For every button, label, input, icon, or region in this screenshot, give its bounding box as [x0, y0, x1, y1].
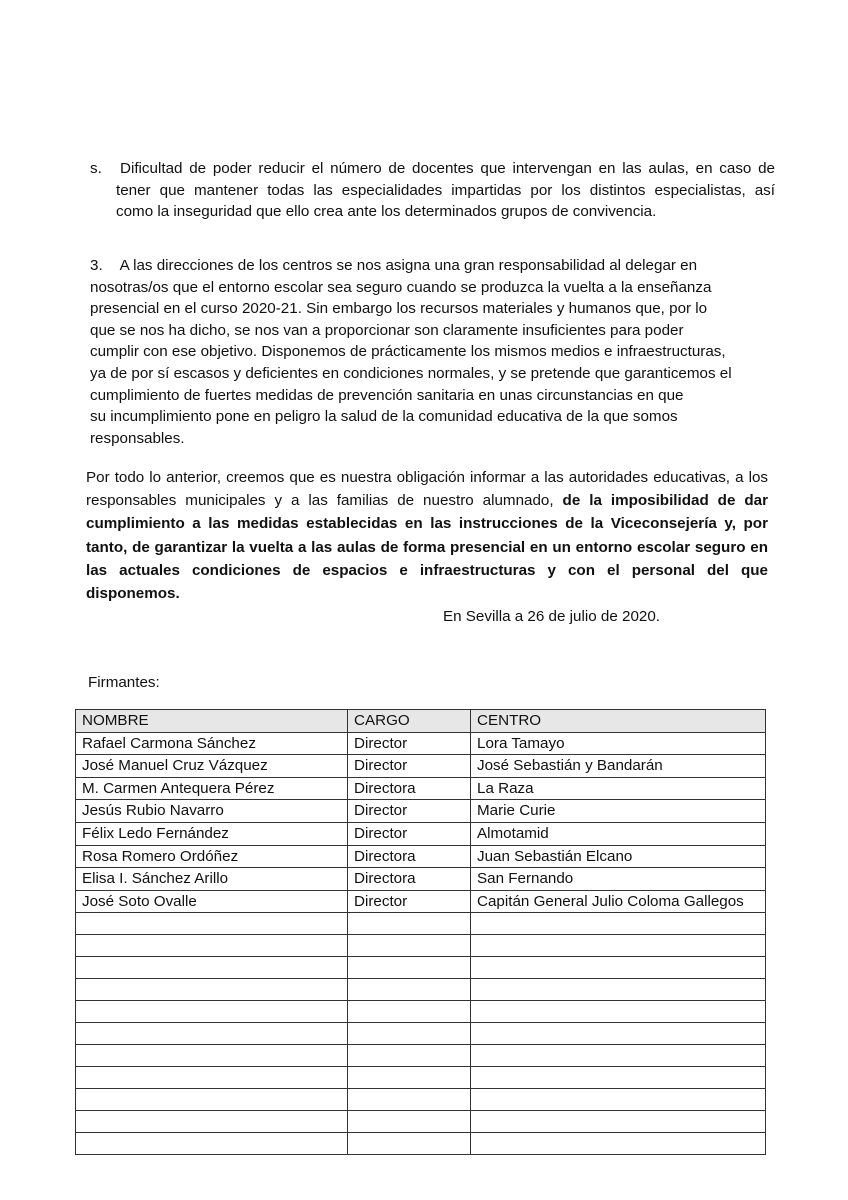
table-row — [76, 1133, 766, 1155]
text-line: cumplir con ese objetivo. Disponemos de prácticamente los mismos medios e infraestructuras, — [90, 343, 726, 361]
table-row — [76, 1111, 766, 1133]
table-cell-nombre — [76, 1001, 348, 1023]
table-cell-centro — [471, 1133, 766, 1155]
table-cell-cargo — [348, 1111, 471, 1133]
table-cell-cargo — [348, 1001, 471, 1023]
table-cell-centro — [471, 1045, 766, 1067]
text-line: Dificultad de poder reducir el número de docentes que intervengan en las aulas, en caso de — [120, 160, 775, 177]
table-cell-centro: Almotamid — [471, 822, 766, 845]
table-cell-cargo — [348, 1045, 471, 1067]
table-row — [76, 979, 766, 1001]
column-header-cargo: CARGO — [348, 710, 471, 733]
table-cell-cargo: Director — [348, 822, 471, 845]
table-cell-cargo — [348, 913, 471, 935]
table-cell-cargo: Director — [348, 800, 471, 823]
table-header-row — [76, 710, 766, 733]
table-cell-cargo — [348, 1023, 471, 1045]
text-line: tener que mantener todas las especialidades impartidas por los distintos especialistas, así — [116, 181, 775, 199]
text-line: que se nos ha dicho, se nos van a proporcionar son claramente insuficientes para poder — [90, 321, 684, 339]
table-cell-centro — [471, 1023, 766, 1045]
table-cell-nombre — [76, 1023, 348, 1045]
list-marker: 3. — [90, 257, 103, 274]
table-cell-nombre: Rafael Carmona Sánchez — [76, 732, 348, 755]
table-cell-nombre — [76, 1089, 348, 1111]
table-cell-cargo: Directora — [348, 845, 471, 868]
text-line: como la inseguridad que ello crea ante los determinados grupos de convivencia. — [116, 203, 657, 221]
conclusion-plain-text: Por todo lo anterior, creemos que es nuestra obligación informar a las autoridades educativas, a los responsables municipales y a las familias de nuestro alumnado, — [86, 469, 768, 510]
column-header-centro: CENTRO — [471, 710, 766, 733]
table-cell-centro: Capitán General Julio Coloma Gallegos — [471, 890, 766, 913]
table-cell-cargo: Directora — [348, 777, 471, 800]
signatories-label: Firmantes: — [88, 674, 160, 691]
table-cell-nombre — [76, 957, 348, 979]
table-cell-cargo: Directora — [348, 868, 471, 891]
table-cell-nombre — [76, 1067, 348, 1089]
table-cell-cargo — [348, 1089, 471, 1111]
text-line: cumplimiento de fuertes medidas de prevención sanitaria en unas circunstancias en que — [90, 386, 684, 404]
table-cell-nombre — [76, 1133, 348, 1155]
table-cell-centro — [471, 1067, 766, 1089]
table-cell-centro: Lora Tamayo — [471, 732, 766, 755]
table-cell-nombre: José Soto Ovalle — [76, 890, 348, 913]
list-item-s — [90, 158, 775, 223]
text-line-content: A las direcciones de los centros se nos asigna una gran responsabilidad al delegar en — [119, 257, 698, 274]
table-cell-nombre: M. Carmen Antequera Pérez — [76, 777, 348, 800]
conclusion-bold-text: de la imposibilidad de dar cumplimiento a las medidas establecidas en las instrucciones de la Viceconsejería y, por tanto, de garantizar la vuelta a las aulas de forma presencial en un entorno escolar seguro en las actuales condiciones de espacios e infraestructuras y con el personal del que disponemos. — [86, 492, 768, 603]
signatories-table — [75, 709, 766, 1155]
table-row — [76, 1023, 766, 1045]
text-line: presencial en el curso 2020-21. Sin embargo los recursos materiales y humanos que, por lo — [90, 300, 708, 318]
table-cell-centro — [471, 979, 766, 1001]
table-cell-nombre: Rosa Romero Ordóñez — [76, 845, 348, 868]
table-cell-centro: José Sebastián y Bandarán — [471, 755, 766, 778]
table-cell-cargo — [348, 957, 471, 979]
column-header-nombre: NOMBRE — [76, 710, 348, 733]
table-cell-centro — [471, 1001, 766, 1023]
table-row — [76, 1089, 766, 1111]
table-cell-centro: La Raza — [471, 777, 766, 800]
table-cell-nombre — [76, 913, 348, 935]
table-row — [76, 777, 766, 800]
list-marker: s. — [90, 160, 102, 177]
list-item-text — [90, 158, 775, 223]
table-row — [76, 1067, 766, 1089]
table-row — [76, 1045, 766, 1067]
table-cell-centro: San Fernando — [471, 868, 766, 891]
table-row — [76, 800, 766, 823]
text-line: ya de por sí escasos y deficientes en condiciones normales, y se pretende que garanticemos el — [90, 364, 732, 382]
table-row — [76, 822, 766, 845]
table-cell-centro — [471, 957, 766, 979]
table-cell-nombre — [76, 979, 348, 1001]
table-cell-centro: Juan Sebastián Elcano — [471, 845, 766, 868]
conclusion-paragraph — [86, 466, 768, 605]
table-row — [76, 957, 766, 979]
table-cell-centro — [471, 1111, 766, 1133]
table-row — [76, 868, 766, 891]
table-cell-nombre — [76, 1045, 348, 1067]
table-cell-nombre: Jesús Rubio Navarro — [76, 800, 348, 823]
table-row — [76, 755, 766, 778]
table-row — [76, 1001, 766, 1023]
table-cell-cargo — [348, 979, 471, 1001]
table-row — [76, 732, 766, 755]
table-cell-centro — [471, 935, 766, 957]
text-line: nosotras/os que el entorno escolar sea seguro cuando se produzca la vuelta a la enseñanza — [90, 278, 712, 296]
table-cell-nombre: José Manuel Cruz Vázquez — [76, 755, 348, 778]
text-line: su incumplimiento pone en peligro la salud de la comunidad educativa de la que somos — [90, 408, 678, 426]
table-row — [76, 935, 766, 957]
place-date: En Sevilla a 26 de julio de 2020. — [443, 608, 661, 625]
table-cell-centro — [471, 1089, 766, 1111]
table-body — [76, 732, 766, 1155]
table-cell-cargo: Director — [348, 755, 471, 778]
table-row — [76, 913, 766, 935]
text-line — [90, 255, 755, 277]
table-cell-cargo — [348, 1067, 471, 1089]
table-cell-cargo — [348, 935, 471, 957]
table-row — [76, 845, 766, 868]
table-cell-nombre: Elisa I. Sánchez Arillo — [76, 868, 348, 891]
table-cell-nombre — [76, 935, 348, 957]
table-cell-centro — [471, 913, 766, 935]
table-cell-centro: Marie Curie — [471, 800, 766, 823]
table-cell-nombre: Félix Ledo Fernández — [76, 822, 348, 845]
text-line: responsables. — [90, 429, 185, 447]
table-cell-cargo: Director — [348, 732, 471, 755]
numbered-paragraph-3 — [90, 255, 755, 449]
table-cell-nombre — [76, 1111, 348, 1133]
table-cell-cargo: Director — [348, 890, 471, 913]
table-row — [76, 890, 766, 913]
table-cell-cargo — [348, 1133, 471, 1155]
